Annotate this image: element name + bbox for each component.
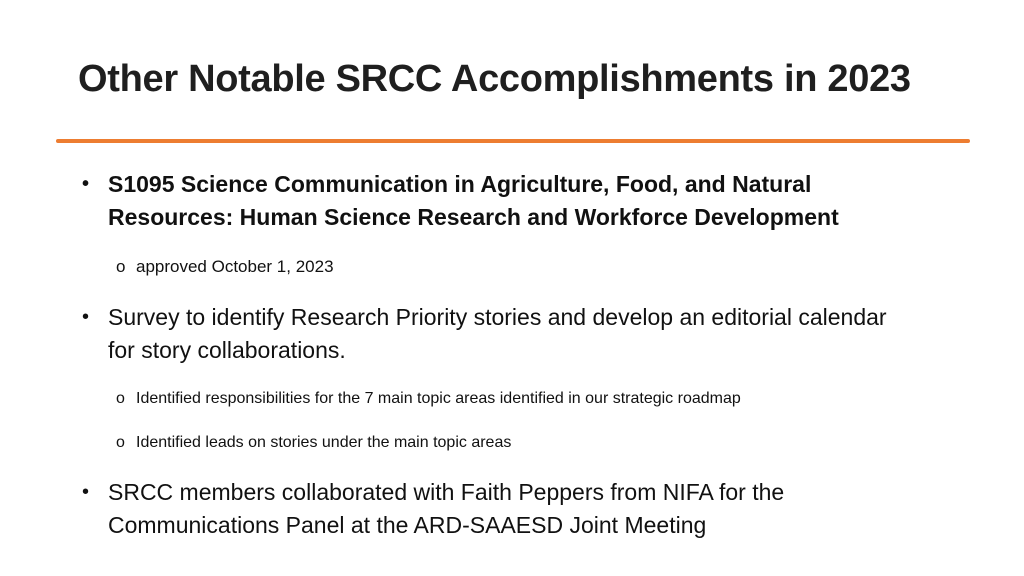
bullet-text: SRCC members collaborated with Faith Peppers from NIFA for the Communications Panel at the ARD-SAAESD Joint Meeting [108, 479, 785, 538]
bullet-icon: • [82, 173, 90, 195]
title-divider [56, 139, 970, 143]
sub-bullet-item [116, 255, 936, 279]
bullet-icon: • [82, 306, 90, 328]
bullet-item [78, 168, 918, 234]
sub-bullet-text: Identified responsibilities for the 7 main topic areas identified in our strategic roadmap [136, 390, 741, 407]
sub-bullet-text: approved October 1, 2023 [136, 257, 334, 276]
sub-bullet-icon: o [116, 257, 126, 276]
bullet-icon: • [82, 481, 90, 503]
sub-bullet-item [116, 431, 936, 455]
bullet-item [78, 476, 918, 542]
sub-bullet-text: Identified leads on stories under the main topic areas [136, 434, 512, 451]
bullet-item [78, 301, 918, 367]
sub-bullet-icon: o [116, 434, 125, 451]
bullet-text: Survey to identify Research Priority stories and develop an editorial calendar for story collaborations. [108, 304, 887, 363]
bullet-text: S1095 Science Communication in Agriculture, Food, and Natural Resources: Human Science Research and Workforce Development [108, 171, 839, 230]
slide-title: Other Notable SRCC Accomplishments in 2023 [78, 58, 911, 100]
sub-bullet-icon: o [116, 390, 125, 407]
sub-bullet-item [116, 387, 936, 411]
